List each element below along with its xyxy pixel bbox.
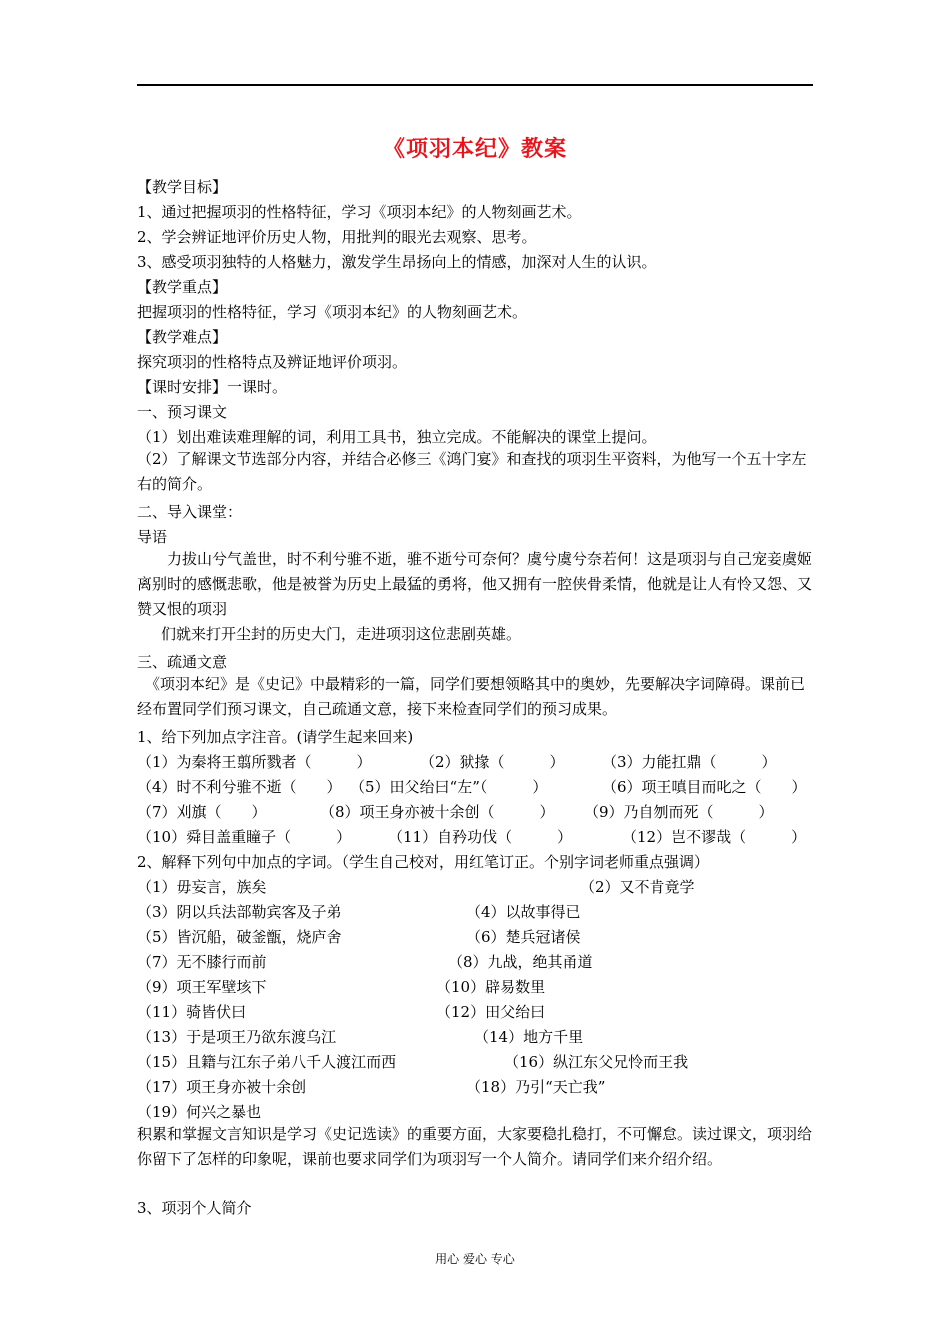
question-heading: 2、解释下列句中加点的字词。（学生自己校对，用红笔订正。个别字词老师重点强调） bbox=[137, 853, 710, 871]
definition-item: （18）乃引“天亡我” bbox=[466, 1078, 606, 1096]
definition-item: （8）九战，绝其甬道 bbox=[448, 953, 593, 971]
definition-item: （3）阴以兵法部勒宾客及子弟 bbox=[137, 903, 342, 921]
header-rule bbox=[137, 84, 813, 86]
section-heading: 一、预习课文 bbox=[137, 403, 228, 421]
definition-item: （7）无不膝行而前 bbox=[137, 953, 267, 971]
pinyin-item: （3）力能扛鼎（ ） bbox=[602, 753, 777, 771]
pinyin-item: （11）自矜功伐（ ） bbox=[388, 828, 573, 846]
definition-item: （9）项王军壁垓下 bbox=[137, 978, 267, 996]
definition-item: （2）又不肯竟学 bbox=[580, 878, 695, 896]
pinyin-item: （8）项王身亦被十余创（ ） bbox=[320, 803, 555, 821]
question-heading: 3、项羽个人简介 bbox=[137, 1199, 252, 1217]
pinyin-item: （10）舜目盖重瞳子（ ） bbox=[137, 828, 352, 846]
definition-item: （15）且籍与江东子弟八千人渡江而西 bbox=[137, 1053, 397, 1071]
goals-heading: 【教学目标】 bbox=[137, 178, 228, 196]
definition-item: （1）毋妄言，族矣 bbox=[137, 878, 267, 896]
section-heading: 三、疏通文意 bbox=[137, 653, 228, 671]
goal-item: 3、感受项羽独特的人格魅力，激发学生昂扬向上的情感，加深对人生的认识。 bbox=[137, 253, 657, 271]
pinyin-item: （1）为秦将王翦所戮者（ ） bbox=[137, 753, 372, 771]
definition-item: （4）以故事得已 bbox=[466, 903, 581, 921]
pinyin-item: （7）刈旗（ ） bbox=[137, 803, 267, 821]
key-points-heading: 【教学重点】 bbox=[137, 278, 228, 296]
pinyin-item: （5）田父绐曰“左”（ ） bbox=[350, 778, 548, 796]
intro-paragraph: 们就来打开尘封的历史大门，走进项羽这位悲剧英雄。 bbox=[161, 625, 522, 643]
pinyin-item: （4）时不利兮骓不逝（ ） bbox=[137, 778, 342, 796]
definition-item: （14）地方千里 bbox=[474, 1028, 584, 1046]
difficulty-heading: 【教学难点】 bbox=[137, 328, 228, 346]
goal-item: 1、通过把握项羽的性格特征，学习《项羽本纪》的人物刻画艺术。 bbox=[137, 203, 582, 221]
definition-item: （16）纵江东父兄怜而王我 bbox=[504, 1053, 689, 1071]
definition-item: （10）辟易数里 bbox=[436, 978, 546, 996]
goal-item: 2、学会辨证地评价历史人物，用批判的眼光去观察、思考。 bbox=[137, 228, 537, 246]
section-heading: 二、导入课堂： bbox=[137, 503, 243, 521]
definition-item: （12）田父绐曰 bbox=[436, 1003, 546, 1021]
overview-paragraph: 《项羽本纪》是《史记》中最精彩的一篇，同学们要想领略其中的奥妙，先要解决字词障碍。课前已经布置同学们预习课文，自己疏通文意，接下来检查同学们的预习成果。 bbox=[137, 675, 806, 718]
definition-item: （11）骑皆伏曰 bbox=[137, 1003, 247, 1021]
pinyin-item: （12）岂不谬哉（ ） bbox=[622, 828, 807, 846]
definition-item: （13）于是项王乃欲东渡乌江 bbox=[137, 1028, 337, 1046]
definition-item: （5）皆沉船，破釜甑，烧庐舍 bbox=[137, 928, 342, 946]
schedule-text: 【课时安排】一课时。 bbox=[137, 378, 288, 396]
question-heading: 1、给下列加点字注音。(请学生起来回来) bbox=[137, 728, 414, 746]
difficulty-text: 探究项羽的性格特点及辨证地评价项羽。 bbox=[137, 353, 408, 371]
intro-paragraph: 力拔山兮气盖世，时不利兮骓不逝，骓不逝兮可奈何？虞兮虞兮奈若何！这是项羽与自己宠妾虞姬离别时的感慨悲歌，他是被誉为历史上最猛的勇将，他又拥有一腔侠骨柔情，他就是让人有怜又怨、又赞又恨的项羽 bbox=[137, 550, 813, 618]
closing-paragraph: 积累和掌握文言知识是学习《史记选读》的重要方面，大家要稳扎稳打，不可懈怠。读过课文，项羽给你留下了怎样的印象呢，课前也要求同学们为项羽写一个人简介。请同学们来介绍介绍。 bbox=[137, 1125, 813, 1168]
definition-item: （19）何兴之暴也 bbox=[137, 1103, 262, 1121]
intro-subheading: 导语 bbox=[137, 528, 168, 546]
preview-item: （1）划出难读难理解的词，利用工具书，独立完成。不能解决的课堂上提问。 bbox=[137, 428, 657, 446]
pinyin-item: （2）狱掾（ ） bbox=[420, 753, 565, 771]
definition-item: （6）楚兵冠诸侯 bbox=[466, 928, 581, 946]
pinyin-item: （6）项王嗔目而叱之（ ） bbox=[602, 778, 807, 796]
preview-item: （2）了解课文节选部分内容，并结合必修三《鸿门宴》和查找的项羽生平资料，为他写一个五十字左右的简介。 bbox=[137, 450, 807, 493]
key-points-text: 把握项羽的性格特征，学习《项羽本纪》的人物刻画艺术。 bbox=[137, 303, 528, 321]
pinyin-item: （9）乃自刎而死（ ） bbox=[584, 803, 774, 821]
definition-item: （17）项王身亦被十余创 bbox=[137, 1078, 307, 1096]
page-footer: 用心 爱心 专心 bbox=[435, 1252, 515, 1266]
document-title: 《项羽本纪》教案 bbox=[382, 136, 567, 162]
